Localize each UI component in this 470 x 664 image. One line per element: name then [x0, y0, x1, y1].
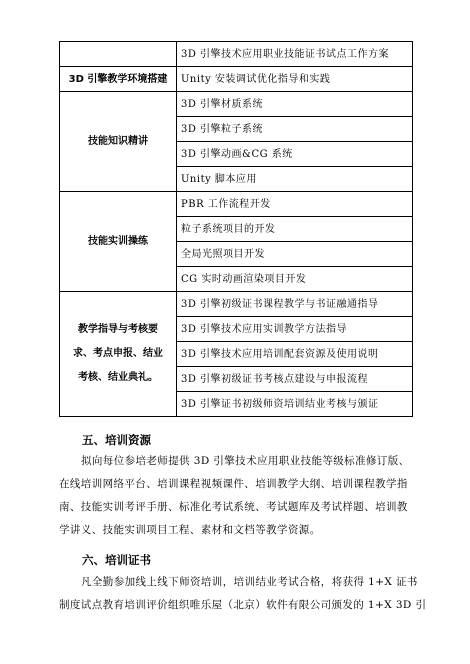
table-item-cell: Unity 脚本应用 — [177, 167, 413, 192]
table-row — [60, 42, 413, 67]
table-item-cell: 3D 引擎证书初级师资培训结业考核与颁证 — [177, 392, 413, 417]
table-item-cell: PBR 工作流程开发 — [177, 192, 413, 217]
table-category-cell — [60, 292, 177, 417]
table-row — [60, 292, 413, 317]
category-line: 考核、结业典礼。 — [78, 372, 158, 383]
table-item-cell: 3D 引擎技术应用实训教学方法指导 — [177, 317, 413, 342]
paragraph-line: 制度试点教育培训评价组织唯乐屋（北京）软件有限公司颁发的 1+X 3D 引 — [59, 599, 427, 611]
paragraph-line: 南、技能实训考评手册、标准化考试系统、考试题库及考试样题、培训教 — [59, 501, 408, 513]
table-row — [60, 67, 413, 92]
table-row — [60, 92, 413, 117]
paragraph-line: 拟向每位参培老师提供 3D 引擎技术应用职业技能等级标准修订版、 — [81, 455, 410, 467]
training-plan-table — [59, 41, 413, 417]
category-line: 求、考点申报、结业 — [73, 348, 163, 359]
section-heading: 五、培训资源 — [82, 433, 151, 447]
table-category-cell: 3D 引擎教学环境搭建 — [60, 67, 177, 92]
table-item-cell: 3D 引擎材质系统 — [177, 92, 413, 117]
paragraph-line: 在线培训网络平台、培训课程视频课件、培训教学大纲、培训课程教学指 — [59, 478, 408, 490]
table-item-cell: 粒子系统项目的开发 — [177, 217, 413, 242]
category-line: 教学指导与考核要 — [78, 324, 158, 335]
table-category-cell: 技能知识精讲 — [60, 92, 177, 192]
section-heading: 六、培训证书 — [82, 553, 151, 567]
section-paragraph — [59, 450, 415, 542]
table-item-cell: 全局光照项目开发 — [177, 242, 413, 267]
table-item-cell: 3D 引擎技术应用培训配套资源及使用说明 — [177, 342, 413, 367]
table-item-cell: 3D 引擎初级证书考核点建设与申报流程 — [177, 367, 413, 392]
table-item-cell: CG 实时动画渲染项目开发 — [177, 267, 413, 292]
table-category-cell — [60, 42, 177, 67]
section-paragraph — [59, 571, 427, 617]
paragraph-line: 凡全勤参加线上线下师资培训，培训结业考试合格，将获得 1+X 证书 — [81, 576, 418, 588]
table-category-cell: 技能实训操练 — [60, 192, 177, 292]
table-item-cell: 3D 引擎动画&CG 系统 — [177, 142, 413, 167]
table-row — [60, 192, 413, 217]
paragraph-line: 学讲义、技能实训项目工程、素材和文档等教学资源。 — [59, 524, 321, 536]
table-item-cell: Unity 安装调试优化指导和实践 — [177, 67, 413, 92]
table-item-cell: 3D 引擎技术应用职业技能证书试点工作方案 — [177, 42, 413, 67]
table-item-cell: 3D 引擎初级证书课程教学与书证融通指导 — [177, 292, 413, 317]
table-item-cell: 3D 引擎粒子系统 — [177, 117, 413, 142]
